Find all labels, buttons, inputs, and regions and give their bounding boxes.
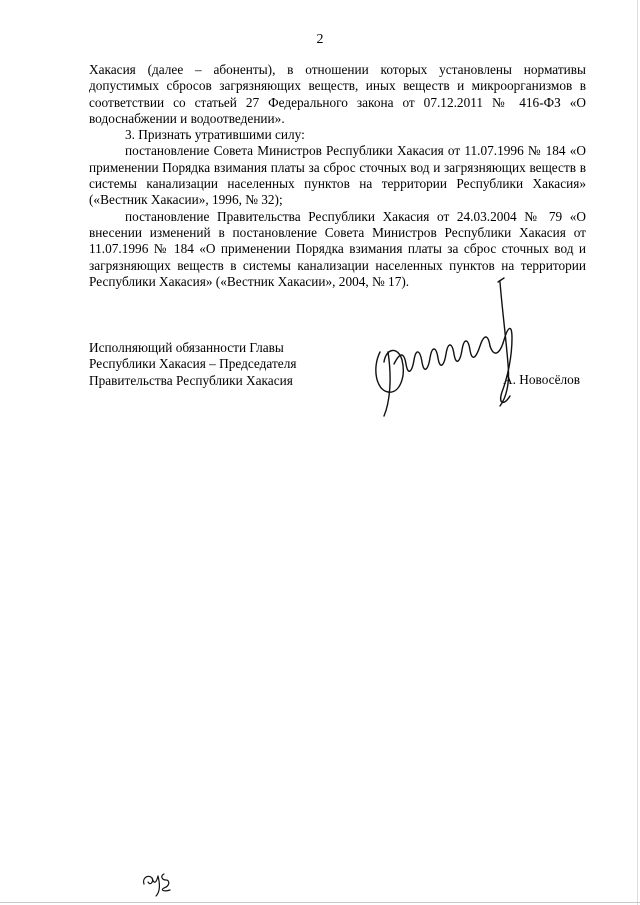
signatory-title	[89, 340, 296, 389]
handwritten-initials	[140, 866, 180, 898]
list-item-3: 3. Признать утратившими силу:	[125, 127, 305, 143]
signer-name: А. Новосёлов	[503, 372, 581, 387]
signatory-title-line: Правительства Республики Хакасия	[89, 372, 293, 388]
handwritten-signature	[362, 268, 542, 418]
signatory-title-line: Исполняющий обязанности Главы	[89, 340, 284, 355]
paragraph-repealed-1996: постановление Совета Министров Республики Хакасия от 11.07.1996 № 184 «О применении Порядка взимания платы за сброс сточных вод и загрязняющих веществ в системы канализации населенных пунктов на территории Республики Хакасия» («Вестник Хакасии», 1996, № 32);	[89, 143, 586, 208]
paragraph-continuation: Хакасия (далее – абоненты), в отношении которых установлены нормативы допустимых сбросов загрязняющих веществ, иных веществ и микроорганизмов в соответствии со статьей 27 Федерального закона от 07.12.2011 № 416-ФЗ «О водоснабжении и водоотведении».	[89, 62, 586, 126]
page-number: 2	[316, 32, 324, 47]
document-body	[89, 62, 586, 290]
paragraph-repealed-2004: постановление Правительства Республики Хакасия от 24.03.2004 № 79 «О внесении изменений в постановление Совета Министров Республики Хакасия от 11.07.1996 № 184 «О применении Порядка взимания платы за сброс сточных вод и загрязняющих веществ в системы канализации населенных пунктов на территории Республики Хакасия» («Вестник Хакасии», 2004, № 17).	[89, 208, 586, 289]
page-edge	[637, 0, 638, 905]
page-edge	[0, 902, 640, 903]
signatory-title-line: Республики Хакасия – Председателя	[89, 356, 297, 372]
